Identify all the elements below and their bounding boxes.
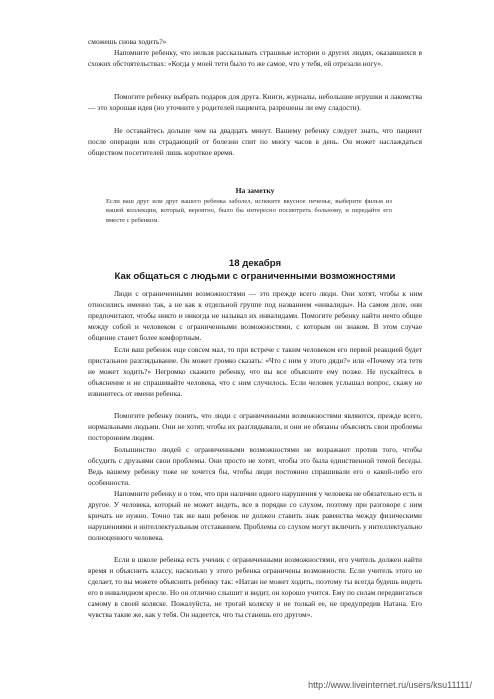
hint-text: Если ваш друг или друг вашего ребенка заболел, испеките вкусное печенье, выберите фильм из вашей коллекции, который, вероятно, было бы интересно посмотреть больному, и передайте его вместе с ребенком. [106, 198, 392, 224]
continuation-line: сможешь снова ходить?» [88, 37, 167, 46]
hint-title: На заметку [235, 186, 275, 195]
section-paragraph: Большинство людей с ограниченными возможностями не возражают против того, чтобы обсудить с друзьями свои проблемы. Они просто не хотят, чтобы это была единственной темой беседы. Ведь вашему ребенку тоже не хочется бы, чтобы люди постоянно спрашивали его о какой-либо его особенности. [88, 445, 422, 487]
paragraph-visit-duration: Не оставайтесь дольше чем на двадцать минут. Вашему ребенку следует знать, что пациент после операции или страдающий от болезни спит по многу часов в день. Он может наслаждаться обществом посетителей лишь короткое время. [88, 126, 422, 157]
paragraph-gift: Помогите ребенку выбрать подарок для друга. Книги, журналы, небольшие игрушки и лакомства — это хорошая идея (но уточните у родителей пациента, разрешены ли ему сладости). [88, 92, 422, 112]
paragraph-stories: Напомните ребенку, что нельзя рассказывать страшные истории о других людях, оказавшихся в схожих обстоятельствах: «Когда у моей тети было то же самое, что у тебя, ей отрезали ногу». [88, 48, 422, 68]
section-paragraph: Если в школе ребенка есть ученик с ограниченными возможностями, его учитель должен найти время и объяснить классу, насколько у этого ребенка ограничены возможности. Если учитель этого не сделает, то вы можете объяснить ребенку так: «Натан не может ходить, поэтому ты всегда будешь видеть его в инвалидном кресле. Но он отлично слышит и видит, он хорошо учится. Ему по силам передвигаться самому в своей коляске. Пожалуйста, не трогай коляску и не толкай ее, не предупредив Натана. Его чувства такие же, как у тебя. Он надеется, что ты станешь его другом». [88, 555, 422, 619]
section-paragraph: Если ваш ребенок еще совсем мал, то при встрече с таким человеком его первой реакцией будет пристальное разглядывание. Он может громко сказать: «Что с ним у этого дяди?» или «Почему эта тетя не может ходить?» Негромко скажите ребенку, что вы все объясните ему позже. Не пускайтесь в объяснение и не спрашивайте человека, что с ним случилось. Если человек услышал вопрос, скажу не извинитесь от имени ребенка. [88, 345, 422, 398]
section-paragraph: Помогите ребенку понять, что люди с ограниченными возможностями являются, прежде всего, нормальными людьми. Они не хотят, чтобы их разглядывали, и они не обязаны объяснять свои проблемы посторонним людям. [88, 411, 422, 442]
section-paragraph: Напомните ребенку и о том, что при наличии одного нарушения у человека не обязательно есть и другое. У человека, который не может видеть, все в порядке со слухом, поэтому при разговоре с ним кричать не нужно. Точно так же ваш ребенок не должен ставить знак равенства между физическими нарушениями и интеллектуальным отставанием. Проблемы со слухом могут вкличить у интеллектуально полноценного человека. [88, 489, 422, 542]
section-paragraph: Люди с ограниченными возможностями — это прежде всего люди. Они хотят, чтобы к ним относились именно так, а не как к отдельной группе под названием «инвалиды». На самом деле, они предпочитают, чтобы никто и никогда не называл их инвалидами. Помогите ребенку найти нечто общее между собой и человеком с ограниченными возможностями, с которым он знаком. В этом случае общение станет более комфортным. [88, 289, 422, 342]
section-date: 18 декабря [228, 258, 282, 269]
section-title: Как общаться с людьми с ограниченными возможностями [114, 271, 396, 282]
footer-url: http://www.liveinternet.ru/users/ksu11111/ [308, 680, 472, 690]
